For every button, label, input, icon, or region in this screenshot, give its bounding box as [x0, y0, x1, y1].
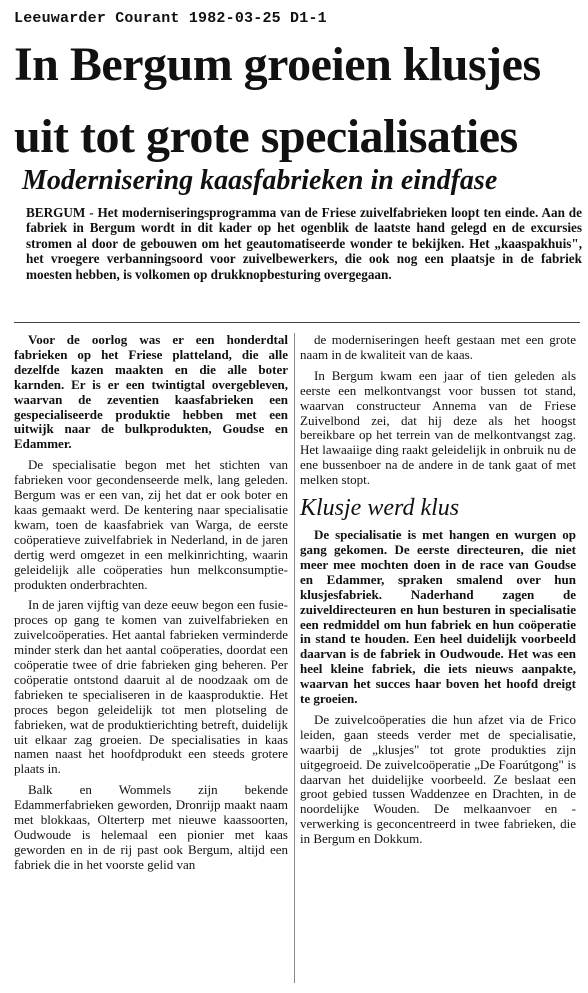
headline-line-2: uit tot grote specialisaties [14, 110, 518, 163]
col1-paragraph-3: In de jaren vijftig van deze eeuw begon een fusie-proces op gang te komen van zuivelfabrieken en zuivelcoöperaties. Het aantal fabrieken verminderde minder sterk dan het aantal coöperaties, doordat een coöperatie twee of drie fabrieken ging beheren. Per coöperatie ontstond daaruit al de noodzaak om de fabrieken te specialiseren in de kaasproduktie. Het proces begon geleidelijk tot men plotseling de fabrieken, wat de produktierichting betreft, duidelijk uit elkaar zag groeien. De specialisaties in kaas namen naast het hoofdprodukt een steeds grotere plaats in. [14, 597, 288, 777]
divider-rule [14, 322, 580, 323]
column-left [14, 333, 288, 879]
headline-line-1: In Bergum groeien klusjes [14, 38, 541, 91]
col2-paragraph-2: In Bergum kwam een jaar of tien geleden als eerste een melkontvangst voor bussen tot stand, waarvan constructeur Annema van de Friese Zuivelbond zei, dat hij deze als het hoogst bereikbare op het terrein van de melkontvangst zag. Het lawaaiige ding raakt geleidelijk in onbruik nu de ene bussenboer na de andere in de tank gaat of met melken stopt. [300, 367, 576, 488]
col1-paragraph-1: Voor de oorlog was er een honderdtal fabrieken op het Friese platteland, die alle dezelfde kazen maakten en die alle boter karnden. Er is er een twintigtal overgebleven, waarvan de zeventien kaasfabrieken een gespecialiseerde produktie hebben met een uitwijk naar de bulkprodukten, Goudse en Edammer. [14, 332, 288, 452]
col2-paragraph-1: de moderniseringen heeft gestaan met een grote naam in de kwaliteit van de kaas. [300, 332, 576, 362]
column-right [300, 333, 576, 853]
subheadline: Modernisering kaasfabrieken in eindfase [22, 165, 498, 196]
column-divider [294, 333, 295, 983]
col2-paragraph-4: De zuivelcoöperaties die hun afzet via de Frico leiden, gaan steeds verder met de specialisatie, waarbij de „klusjes" tot grote produkties zijn uitgegroeid. De zuivelcoöperatie „De Foarútgong" is daarvan het duidelijke voorbeeld. Ze beslaat een groot gebied tussen Waddenzee en Drachten, in de noordelijke Wouden. De melkaanvoer en -verwerking is geconcentreerd in twee fabrieken, die in Bergum en Dokkum. [300, 711, 576, 847]
section-subheading: Klusje werd klus [300, 495, 460, 522]
lead-paragraph: BERGUM - Het moderniseringsprogramma van de Friese zuivelfabrieken loopt ten einde. Aan de fabriek in Bergum wordt in dit kader op het ogenblik de laatste hand gelegd en de excursies stromen al door de gebouwen om het geautomatiseerde wonder te bekijken. Het „kaaspakhuis", het vroegere verbanningsoord voor zuivelbewerkers, die ook nog een plaatsje in de fabriek moesten hebben, is volkomen op drukknopbesturing overgegaan. [26, 205, 582, 282]
source-line: Leeuwarder Courant 1982-03-25 D1-1 [14, 10, 327, 27]
col1-paragraph-4: Balk en Wommels zijn bekende Edammerfabrieken geworden, Dronrijp maakt naam met blokkaas, Olterterp met nieuwe kaassoorten, Oudwoude is helemaal een pionier met kaas geworden en in de rij past ook Bergum, altijd een fabriek die in het voorste gelid van [14, 782, 288, 872]
col2-paragraph-3: De specialisatie is met hangen en wurgen op gang gekomen. De eerste directeuren, die niet meer mee mochten doen in de race van Goudse en Edammer, spraken smalend over hun klusjesfabriek. Naderhand zagen de zuiveldirecteuren en hun besturen in specialisatie een redmiddel om hun fabriek en hun coöperatie in stand te houden. Een heel duidelijk voorbeeld daarvan is de fabriek in Oudwoude. Het was een heel kleine fabriek, die iets nieuws aanpakte, waarvan het succes haar boven het hoofd dreigt te groeien. [300, 527, 576, 707]
col1-paragraph-2: De specialisatie begon met het stichten van fabrieken voor gecondenseerde melk, lang geleden. Bergum was er een van, zij het dat er ook boter en kaas gemaakt werd. De kentering naar specialisatie kwam, toen de kaasfabriek van Warga, de eerste coöperatieve zuivelfabriek in Nederland, in de jaren dertig werd omgezet in een melkinrichting, waarin geleidelijk alle coöperaties hun melkconsumptie-produkten onderbrachten. [14, 457, 288, 592]
